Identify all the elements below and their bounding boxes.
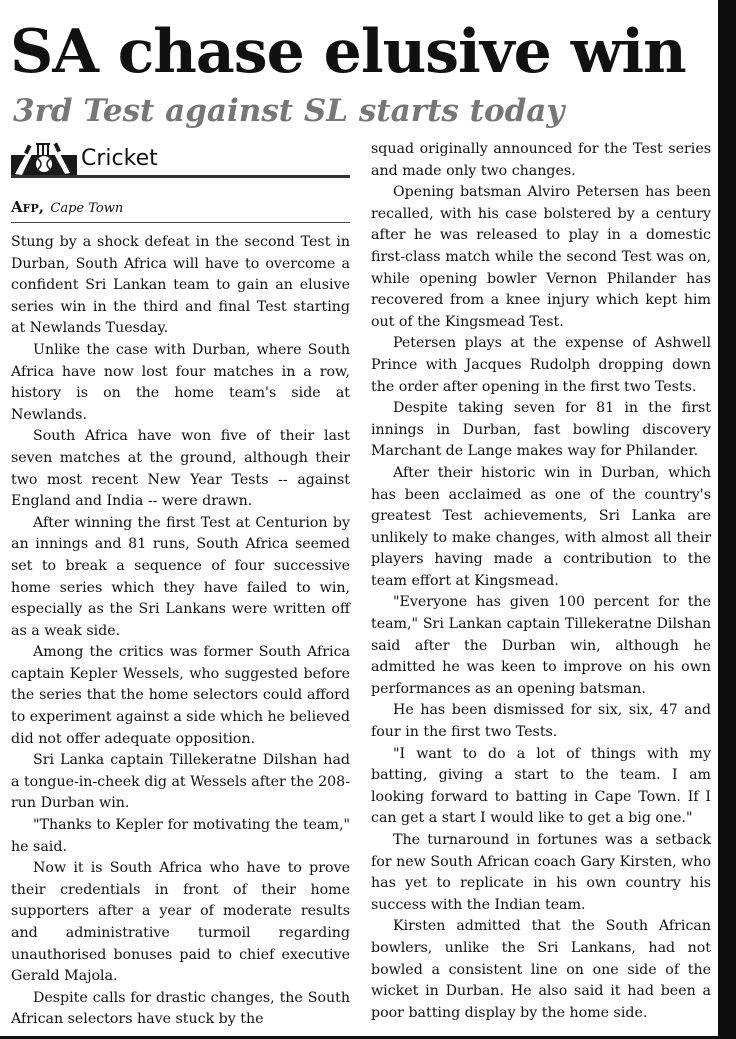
article-column-left [11,232,350,1031]
paragraph: After winning the first Test at Centurion by an innings and 81 runs, South Africa seemed set to break a sequence of four successive home series which they have failed to win, especially as the Sri Lankans were written off as a weak side. [11,514,350,639]
paragraph: Petersen plays at the expense of Ashwell Prince with Jacques Rudolph dropping down the order after opening in the first two Tests. [371,335,711,395]
paragraph: Unlike the case with Durban, where South Africa have now lost four matches in a row, history is on the home team's side at Newlands. [11,341,350,423]
paragraph: Despite calls for drastic changes, the South African selectors have stuck by the [11,989,350,1028]
paragraph: squad originally announced for the Test series and made only two changes. [371,141,711,179]
headline: SA chase elusive win [10,17,686,87]
byline-agency: Afp, [11,198,44,216]
paragraph: South Africa have won five of their last seven matches at the ground, although their two most recent New Year Tests -- against England and India -- were drawn. [11,428,350,510]
paragraph: After their historic win in Durban, which has been acclaimed as one of the country's greatest Test achievements, Sri Lanka are unlikely to make changes, with almost all their players having made a contribution to the team effort at Kingsmead. [371,464,711,589]
page-edge-bar [718,0,736,1039]
paragraph: Kirsten admitted that the South African bowlers, unlike the Sri Lankans, had not bowled a consistent line on one side of the wicket in Durban. He also said it had been a poor batting display by the home side. [371,918,711,1021]
kicker-rule [11,175,350,178]
paragraph: Now it is South Africa who have to prove their credentials in front of their home supporters after a year of moderate results and administrative turmoil regarding unauthorised bonuses paid to chief executive Gerald Majola. [11,860,350,985]
section-kicker [11,140,350,180]
cricket-bat-ball-icon [11,142,77,176]
paragraph: The turnaround in fortunes was a setback for new South African coach Gary Kirsten, who has yet to replicate in his own country his success with the Indian team. [371,832,711,913]
paragraph: Sri Lanka captain Tillekeratne Dilshan had a tongue-in-cheek dig at Wessels after the 208-run Durban win. [11,752,350,812]
paragraph: Stung by a shock defeat in the second Test in Durban, South Africa will have to overcome a confident Sri Lankan team to gain an elusive series win in the third and final Test starting at Newlands Tuesday. [11,234,350,337]
paragraph: Among the critics was former South Africa captain Kepler Wessels, who suggested before the series that the home selectors could afford to experiment against a side which he believed did not offer adequate opposition. [11,644,350,747]
article-column-right [371,139,711,1024]
paragraph: Opening batsman Alviro Petersen has been recalled, with his case bolstered by a century after he was released to play in a domestic first-class match while the second Test was on, while opening bowler Vernon Philander has recovered from a knee injury which kept him out of the Kingsmead Test. [371,184,711,330]
paragraph: Despite taking seven for 81 in the first innings in Durban, fast bowling discovery Marchant de Lange makes way for Philander. [371,400,711,460]
byline-place: Cape Town [50,201,124,216]
byline-rule [11,222,350,223]
subheadline: 3rd Test against SL starts today [13,93,565,129]
paragraph: He has been dismissed for six, six, 47 and four in the first two Tests. [371,702,711,741]
section-label: Cricket [81,146,158,171]
paragraph: "Everyone has given 100 percent for the team," Sri Lankan captain Tillekeratne Dilshan said after the Durban win, although he admitted he was keen to improve on his own performances as an opening batsman. [371,594,711,697]
paragraph: "Thanks to Kepler for motivating the team," he said. [11,817,350,855]
paragraph: "I want to do a lot of things with my batting, giving a start to the team. I am looking forward to batting in Cape Town. If I can get a start I would like to get a big one." [371,745,711,827]
byline [11,196,350,220]
